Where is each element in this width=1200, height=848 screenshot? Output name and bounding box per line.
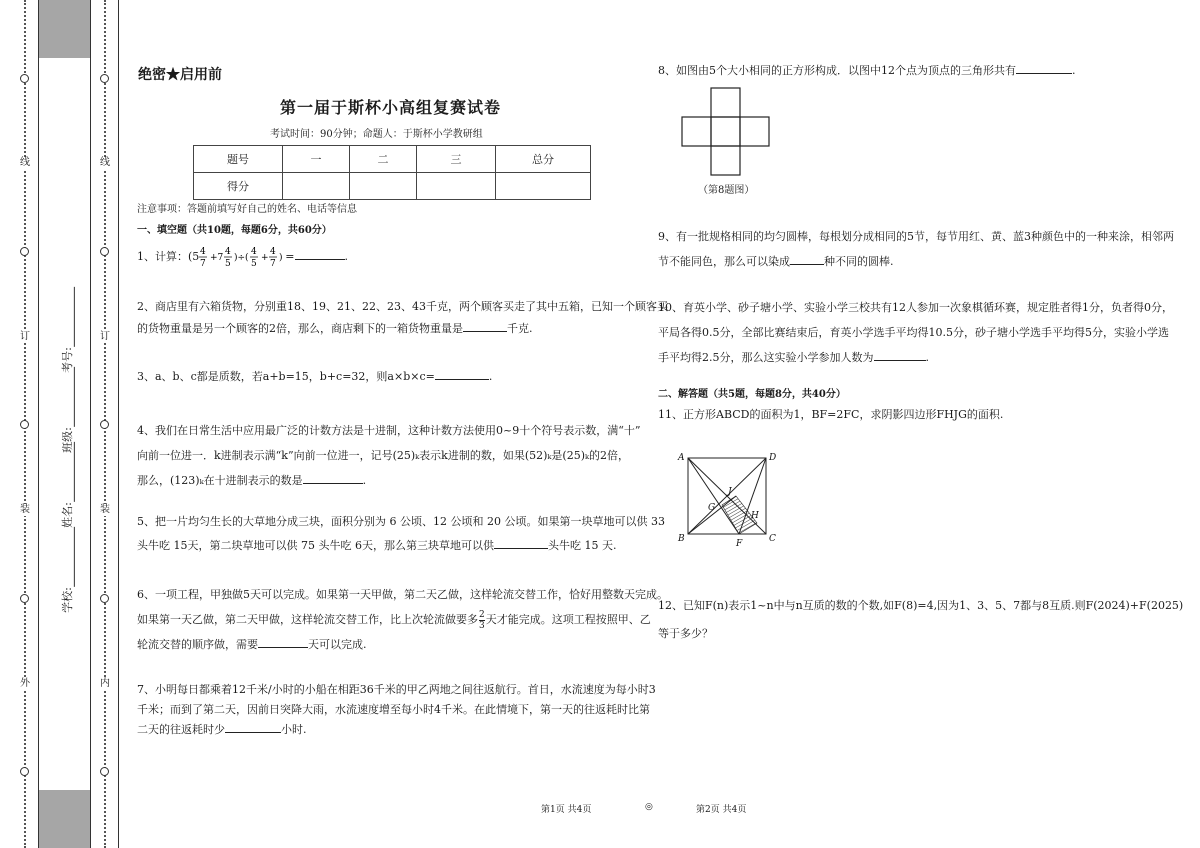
hole-circle bbox=[100, 594, 109, 603]
cross-square-right bbox=[740, 117, 769, 146]
q9-line2b: 种不同的圆棒. bbox=[824, 255, 894, 268]
question-12 bbox=[658, 592, 1183, 648]
q5-line1: 5、把一片均匀生长的大草地分成三块，面积分别为 6 公顷、12 公顷和 20 公顷。如果第一块草地可以供 33 bbox=[137, 515, 665, 528]
inner-label-zhuang: 装 bbox=[100, 504, 110, 515]
q7-answer-blank[interactable] bbox=[225, 722, 281, 733]
page-footer-right: 第2页 共4页 bbox=[696, 805, 747, 815]
q6-line2b: 天才能完成。这项工程按照甲、乙 bbox=[485, 613, 651, 626]
hole-circle bbox=[100, 247, 109, 256]
label-G: G bbox=[708, 503, 716, 513]
q9-answer-blank[interactable] bbox=[790, 254, 824, 265]
q6-frac-den: 3 bbox=[479, 620, 485, 631]
svg-text:+7: +7 bbox=[210, 253, 224, 263]
svg-text:7: 7 bbox=[270, 259, 277, 268]
q8-caption: （第8题图） bbox=[698, 185, 755, 196]
exam-title: 第一届于斯杯小高组复赛试卷 bbox=[280, 98, 502, 117]
q4-line3a: 那么，(123)ₖ在十进制表示的数是 bbox=[137, 474, 303, 487]
hole-circle bbox=[20, 74, 29, 83]
class-label: 班级: bbox=[60, 427, 74, 453]
section-2-heading: 二、解答题（共5题，每题8分，共40分） bbox=[658, 389, 846, 400]
score-cell[interactable] bbox=[417, 173, 496, 200]
inner-label-xian: 线 bbox=[100, 157, 110, 168]
score-header-cell: 总分 bbox=[496, 146, 591, 173]
exam-number-field[interactable] bbox=[59, 287, 75, 373]
question-7 bbox=[137, 680, 656, 740]
score-header-cell: 三 bbox=[417, 146, 496, 173]
svg-text:+: + bbox=[261, 253, 269, 263]
hole-circle bbox=[20, 594, 29, 603]
label-H: H bbox=[751, 511, 759, 521]
score-table bbox=[193, 145, 591, 200]
svg-text:4: 4 bbox=[225, 247, 232, 257]
question-2 bbox=[137, 296, 668, 340]
q7-line3a: 二天的往返耗时少 bbox=[137, 723, 225, 736]
q12-line1: 12、已知F(n)表示1~n中与n互质的数的个数,如F(8)=4,因为1、3、5、7都与8互质.则F(2024)+F(2025) bbox=[658, 599, 1184, 612]
binding-strip bbox=[0, 0, 120, 848]
binding-border-far bbox=[118, 0, 119, 848]
school-field[interactable] bbox=[59, 527, 75, 613]
question-1 bbox=[137, 246, 348, 268]
binding-border-right bbox=[90, 0, 91, 848]
q2-line2b: 千克. bbox=[507, 322, 533, 335]
score-cell[interactable] bbox=[496, 173, 591, 200]
q6-answer-blank[interactable] bbox=[258, 637, 308, 648]
score-cell[interactable] bbox=[350, 173, 417, 200]
svg-text:4: 4 bbox=[200, 247, 207, 257]
outer-label-ding: 订 bbox=[20, 331, 30, 342]
exam-subtitle: 考试时间：90分钟；命题人：于斯杯小学教研组 bbox=[270, 129, 483, 140]
page-footer-left: 第1页 共4页 bbox=[541, 805, 592, 815]
q5-line2a: 头牛吃 15天，第二块草地可以供 75 头牛吃 6天，那么第三块草地可以供 bbox=[137, 539, 494, 552]
question-11: 11、正方形ABCD的面积为1，BF=2FC，求阴影四边形FHJG的面积. bbox=[658, 408, 1004, 421]
label-B: B bbox=[678, 534, 685, 544]
svg-text:4: 4 bbox=[270, 247, 277, 257]
score-header-cell: 一 bbox=[283, 146, 350, 173]
q4-line2: 向前一位进一．k进制表示满“k”向前一位进一，记号(25)ₖ表示k进制的数，如果(52)ₖ是(25)ₖ的2倍， bbox=[137, 449, 630, 462]
q6-line3a: 轮流交替的顺序做，需要 bbox=[137, 638, 258, 651]
q1-suffix: = bbox=[285, 250, 295, 263]
q1-prefix: 1、计算：(5 bbox=[137, 250, 200, 263]
q9-line2a: 节不能同色，那么可以染成 bbox=[658, 255, 790, 268]
outer-label-xian: 线 bbox=[20, 157, 30, 168]
score-row-label: 得分 bbox=[194, 173, 283, 200]
q4-line3b: . bbox=[362, 474, 367, 487]
q2-line1: 2、商店里有六箱货物，分别重18、19、21、22、23、43千克，两个顾客买走了其中五箱，已知一个顾客买 bbox=[137, 300, 668, 313]
svg-text:5: 5 bbox=[225, 259, 232, 268]
class-field[interactable] bbox=[59, 367, 75, 453]
q8-text: 8、如图由5个大小相同的正方形构成．以图中12个点为顶点的三角形共有 bbox=[658, 64, 1016, 77]
label-A: A bbox=[678, 453, 685, 463]
svg-text:7: 7 bbox=[200, 259, 207, 268]
hole-circle bbox=[20, 420, 29, 429]
question-9 bbox=[658, 224, 1174, 274]
q10-line3a: 手平均得2.5分，那么这实验小学参加人数为 bbox=[658, 351, 874, 364]
secret-mark: 绝密★启用前 bbox=[138, 67, 222, 83]
score-header-cell: 二 bbox=[350, 146, 417, 173]
hole-circle bbox=[100, 420, 109, 429]
question-5 bbox=[137, 510, 665, 558]
cross-square-top bbox=[711, 88, 740, 117]
q6-line1: 6、一项工程，甲独做5天可以完成。如果第一天甲做，第二天乙做，这样轮流交替工作，恰好用整数天完成。 bbox=[137, 588, 668, 601]
q8-end: . bbox=[1072, 64, 1076, 77]
hole-circle bbox=[100, 74, 109, 83]
q5-line2b: 头牛吃 15 天. bbox=[547, 539, 617, 552]
q4-line1: 4、我们在日常生活中应用最广泛的计数方法是十进制，这种计数方法使用0~9十个符号表示数，满“十” bbox=[137, 424, 641, 437]
outer-label-wai: 外 bbox=[20, 678, 30, 689]
label-C: C bbox=[769, 534, 776, 544]
q4-answer-blank[interactable] bbox=[303, 473, 363, 484]
q1-answer-blank[interactable] bbox=[295, 249, 345, 260]
q3-end: . bbox=[488, 370, 493, 383]
outer-label-zhuang: 装 bbox=[20, 504, 30, 515]
q11-square-figure bbox=[672, 450, 792, 550]
label-D: D bbox=[769, 453, 777, 463]
cross-square-center bbox=[711, 117, 740, 146]
question-6 bbox=[137, 582, 668, 657]
name-field[interactable] bbox=[59, 442, 75, 528]
q6-fraction bbox=[479, 610, 485, 631]
q10-line1: 10、育英小学、砂子塘小学、实验小学三校共有12人参加一次象棋循环赛，规定胜者得1分，负者得0分， bbox=[658, 301, 1173, 314]
hole-circle bbox=[100, 767, 109, 776]
label-F: F bbox=[736, 539, 743, 549]
name-label: 姓名: bbox=[60, 502, 74, 528]
q2-line2a: 的货物重量是另一个顾客的2倍，那么，商店剩下的一箱货物重量是 bbox=[137, 322, 463, 335]
question-10 bbox=[658, 295, 1173, 370]
label-J: J bbox=[728, 487, 732, 497]
score-cell[interactable] bbox=[283, 173, 350, 200]
q7-line1: 7、小明每日都乘着12千米/小时的小船在相距36千米的甲乙两地之间往返航行。首日，水流速度为每小时3 bbox=[137, 683, 656, 696]
cross-square-left bbox=[682, 117, 711, 146]
q3-text: 3、a、b、c都是质数，若a+b=15，b+c=32，则a×b×c= bbox=[137, 370, 435, 383]
exam-number-label: 考号: bbox=[60, 347, 74, 373]
gray-block-top bbox=[39, 0, 90, 58]
q6-frac-num: 2 bbox=[479, 609, 485, 620]
binding-border-left bbox=[38, 0, 39, 848]
hole-circle bbox=[20, 247, 29, 256]
q6-line3b: 天可以完成. bbox=[308, 638, 367, 651]
q12-line2: 等于多少？ bbox=[658, 627, 713, 640]
svg-text:)÷(: )÷( bbox=[234, 253, 249, 263]
q9-line1: 9、有一批规格相同的均匀圆棒，每根划分成相同的5节，每节用红、黄、蓝3种颜色中的一种来涂，相邻两 bbox=[658, 230, 1174, 243]
q10-line2: 平局各得0.5分，全部比赛结束后，育英小学选手平均得10.5分，砂子塘小学选手平均得5分，实验小学选 bbox=[658, 326, 1169, 339]
score-header-cell: 题号 bbox=[194, 146, 283, 173]
inner-label-ding: 订 bbox=[100, 331, 110, 342]
question-3 bbox=[137, 366, 492, 388]
q1-fraction-expression bbox=[199, 246, 285, 268]
inner-label-nei: 内 bbox=[100, 678, 110, 689]
section-1-heading: 一、填空题（共10题，每题6分，共60分） bbox=[137, 225, 332, 236]
hole-circle bbox=[20, 767, 29, 776]
q8-answer-blank[interactable] bbox=[1016, 63, 1072, 74]
q1-end: . bbox=[344, 250, 349, 263]
cross-square-bottom bbox=[711, 146, 740, 175]
q10-answer-blank[interactable] bbox=[874, 350, 926, 361]
q8-cross-figure bbox=[680, 85, 775, 177]
q10-line3b: . bbox=[925, 351, 929, 364]
q5-answer-blank[interactable] bbox=[494, 538, 548, 549]
q7-line2: 千米；而到了第二天，因前日突降大雨，水流速度增至每小时4千米。在此情境下，第一天的往返耗时比第 bbox=[137, 703, 650, 716]
gray-block-bottom bbox=[39, 790, 90, 848]
question-8 bbox=[658, 60, 1076, 82]
page-footer-mid: ◎ bbox=[645, 802, 653, 812]
svg-text:): ) bbox=[279, 253, 283, 263]
notice: 注意事项：答题前填写好自己的姓名、电话等信息 bbox=[137, 204, 357, 215]
q7-line3b: 小时. bbox=[281, 723, 307, 736]
school-label: 学校: bbox=[60, 587, 74, 613]
q6-line2a: 如果第一天乙做，第二天甲做，这样轮流交替工作，比上次轮流做要多 bbox=[137, 613, 478, 626]
q2-answer-blank[interactable] bbox=[463, 321, 507, 332]
q3-answer-blank[interactable] bbox=[435, 369, 489, 380]
question-4 bbox=[137, 418, 640, 493]
svg-text:4: 4 bbox=[251, 247, 258, 257]
svg-text:5: 5 bbox=[251, 259, 258, 268]
